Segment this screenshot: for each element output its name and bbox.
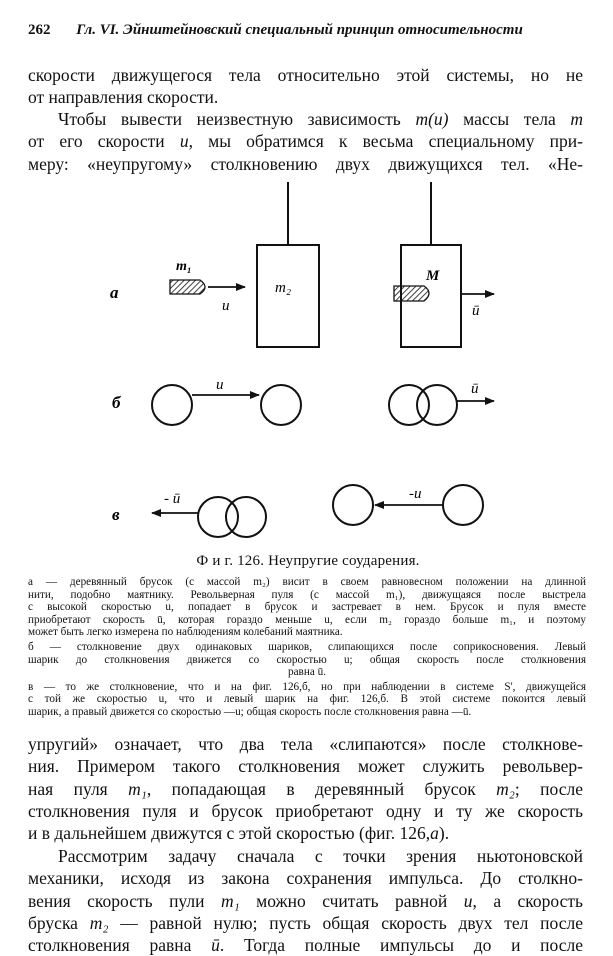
page-number: 262 bbox=[28, 22, 51, 38]
running-header bbox=[28, 22, 588, 44]
caption-line: в — то же столкновение, что и на фиг. 126,б, но при наблюдении в системе S', движущейся bbox=[28, 680, 586, 693]
caption-line: равна ū. bbox=[288, 666, 326, 679]
figure-126 bbox=[28, 170, 588, 565]
figure-caption-notes bbox=[28, 576, 586, 721]
math-symbol: m₁ bbox=[220, 890, 240, 911]
text-run: механики, исходя из закона сохранения импульса. До столкно- bbox=[28, 868, 583, 889]
math-symbol: u bbox=[179, 131, 189, 152]
merged-ball-right-b bbox=[417, 385, 457, 425]
math-symbol: m(u) bbox=[415, 109, 449, 129]
text-line bbox=[28, 890, 583, 912]
text-run: ная пуля bbox=[28, 778, 129, 799]
text-run: столкновения пуля и брусок приобретают одну и ту же скорость bbox=[28, 800, 583, 821]
text-line bbox=[28, 800, 583, 822]
text-line bbox=[28, 934, 583, 956]
combined-mass-label: M bbox=[426, 268, 440, 284]
bullet bbox=[170, 280, 205, 294]
result-velocity-label-a: ū bbox=[472, 303, 480, 319]
text-line bbox=[28, 733, 583, 755]
text-run: . Тогда полные импульсы до и после bbox=[219, 935, 583, 956]
ball-velocity-label-c: -u bbox=[409, 486, 422, 502]
caption-line: б — столкновение двух одинаковых шариков, слипающихся после соприкосновения. Левый bbox=[28, 640, 586, 653]
text-run: упругий» означает, что два тела «слипаются» после столкнове- bbox=[28, 734, 583, 754]
result-velocity-label-c: - ū bbox=[164, 491, 181, 507]
row-label-c: в bbox=[112, 505, 120, 524]
text-run: вения скорость пули bbox=[28, 890, 221, 911]
text-line: от направления скорости. bbox=[28, 87, 219, 108]
result-velocity-label-b: ū bbox=[471, 381, 479, 397]
text-line bbox=[28, 755, 583, 777]
text-run: Чтобы вывести неизвестную зависимость bbox=[58, 109, 416, 129]
bullet-mass-label: m₁ bbox=[176, 259, 192, 274]
bullet-velocity-label: u bbox=[222, 298, 230, 314]
caption-line: шарик, а правый движется со скоростью —u; общая скорость после столкновения равна —ū. bbox=[28, 705, 472, 718]
ball-right-c bbox=[443, 485, 483, 525]
caption-line: шарик до столкновения движется со скоростью u; общая скорость после столкновения bbox=[28, 653, 586, 666]
row-label-a: а bbox=[110, 283, 119, 302]
math-symbol: m₁ bbox=[128, 778, 147, 799]
text-line bbox=[28, 130, 583, 152]
text-run: ния. Примером такого столкновения может служить револьвер- bbox=[28, 756, 583, 777]
text-run: можно считать равной bbox=[239, 890, 464, 911]
caption-note bbox=[28, 641, 586, 679]
text-run: — равной нулю; пусть общая скорость двух тел после bbox=[108, 912, 583, 933]
second-paragraph bbox=[28, 108, 583, 175]
caption-line: нити, подобно маятнику. Револьверная пуля (с массой m₁), движущаяся после выстрела bbox=[28, 588, 586, 601]
ball-velocity-label: u bbox=[216, 377, 224, 393]
top-paragraph bbox=[28, 64, 583, 109]
chapter-title: Гл. VI. Эйнштейновский специальный принцип относительности bbox=[76, 22, 523, 38]
ball-left-c bbox=[333, 485, 373, 525]
text-line bbox=[28, 912, 583, 934]
text-run: меру: «неупругому» столкновению двух движущихся тел. «Не- bbox=[28, 153, 583, 174]
math-symbol: m₂ bbox=[496, 778, 515, 799]
text-run: от его скорости bbox=[28, 131, 180, 152]
text-run: бруска bbox=[28, 912, 90, 933]
text-run: массы тела bbox=[448, 109, 571, 129]
text-run: столкновения равна bbox=[28, 935, 212, 956]
text-run: , попадающая в деревянный брусок bbox=[146, 778, 497, 799]
text-line: скорости движущегося тела относительно этой системы, но не bbox=[28, 65, 583, 85]
figure-caption-title: Ф и г. 126. Неупругие соударения. bbox=[196, 553, 420, 569]
math-symbol: m₂ bbox=[89, 912, 109, 933]
row-label-b: б bbox=[112, 393, 121, 412]
ball-left bbox=[152, 385, 192, 425]
text-line bbox=[28, 867, 583, 889]
text-run: ). bbox=[438, 823, 450, 844]
text-run: Рассмотрим задачу сначала с точки зрения ньютоновской bbox=[58, 846, 583, 866]
caption-line: с высокой скоростью u, попадает в брусок и застревает в нем. Брусок и пуля вместе bbox=[28, 601, 586, 614]
embedded-bullet bbox=[394, 286, 429, 301]
caption-line: с той же скоростью u, что и левый шарик на фиг. 126,б. В этой системе покоится левый bbox=[28, 693, 586, 706]
text-run: , мы обратимся к весьма специальному при- bbox=[188, 131, 583, 152]
caption-note bbox=[28, 681, 586, 719]
text-line bbox=[28, 108, 583, 130]
text-run: , а скорость bbox=[472, 890, 584, 911]
block-mass-label: m₂ bbox=[275, 280, 292, 296]
text-run: и в дальнейшем движутся с этой скоростью (фиг. 126, bbox=[28, 823, 431, 844]
math-symbol: m bbox=[570, 109, 583, 129]
bottom-paragraph bbox=[28, 733, 583, 844]
caption-note bbox=[28, 576, 586, 639]
caption-line: может быть легко измерена по наблюдениям колебаний маятника. bbox=[28, 626, 343, 639]
text-line bbox=[28, 778, 583, 800]
wooden-block bbox=[257, 245, 319, 347]
last-paragraph bbox=[28, 845, 583, 956]
caption-line: приобретают скорость ū, которая гораздо меньше u, если m₂ гораздо больше m₁, и поэтому bbox=[28, 613, 586, 626]
text-line bbox=[28, 845, 583, 867]
merged-ball-right-c bbox=[226, 497, 266, 537]
math-symbol: а bbox=[430, 823, 439, 844]
caption-line: а — деревянный брусок (с массой m₂) висит в своем равновесном положении на длинной bbox=[28, 576, 586, 588]
math-symbol: u bbox=[463, 890, 473, 911]
text-line bbox=[28, 822, 583, 844]
text-run: ; после bbox=[514, 778, 583, 799]
ball-right bbox=[261, 385, 301, 425]
math-symbol: ū bbox=[211, 935, 220, 956]
